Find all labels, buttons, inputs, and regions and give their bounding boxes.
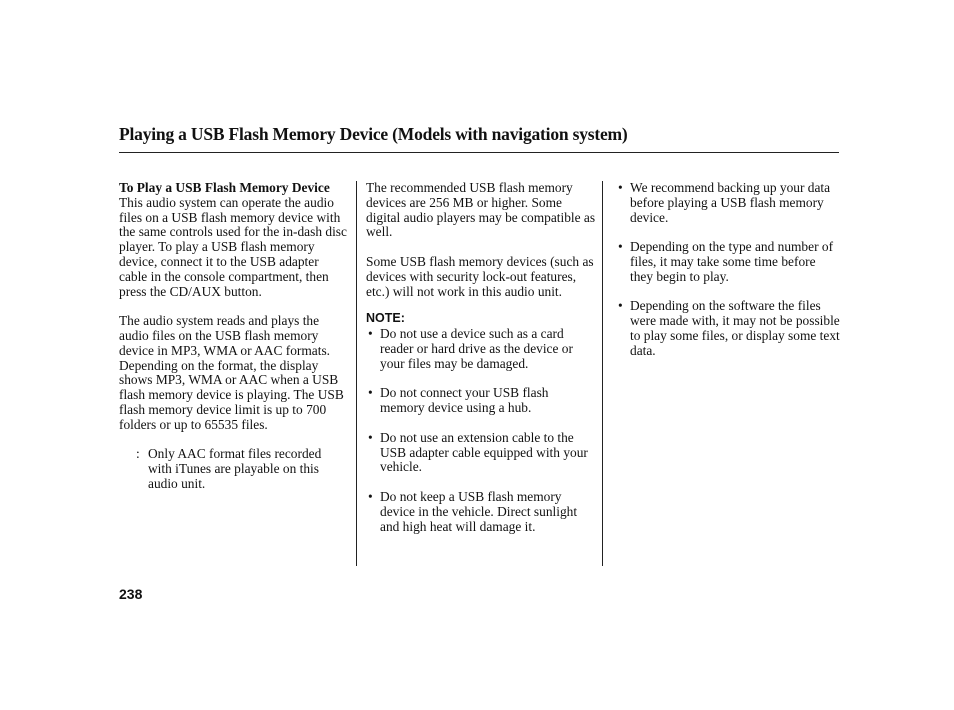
footnote-text: Only AAC format files recorded with iTunes are playable on this audio unit. [148, 446, 322, 491]
note-label: NOTE: [366, 311, 405, 326]
incompatible-devices-paragraph: Some USB flash memory devices (such as devices with security lock-out features, etc.) will not work in this audio unit. [366, 253, 594, 299]
page-number: 238 [119, 586, 143, 602]
tip-item-text: Depending on the type and number of files, it may take some time before they begin to play. [630, 239, 834, 284]
section-heading: To Play a USB Flash Memory Device [119, 180, 330, 195]
page-title: Playing a USB Flash Memory Device (Models with navigation system) [119, 124, 628, 144]
footnote-mark: : [136, 446, 140, 462]
formats-paragraph: The audio system reads and plays the audio files on the USB flash memory device in MP3, WMA or AAC formats. Depending on the format, the display shows MP3, WMA or AAC when a USB flash memory device is playing. The USB flash memory device limit is up to 700 folders or up to 65535 files. [119, 313, 344, 432]
note-item [366, 431, 596, 475]
intro-paragraph: This audio system can operate the audio files on a USB flash memory device with the same controls used for the in-dash disc player. To play a USB flash memory device, connect it to the USB adapter cable in the console compartment, then press the CD/AUX button. [119, 194, 347, 299]
bullet-icon: • [618, 239, 623, 255]
tip-item [616, 299, 840, 358]
recommended-devices-paragraph: The recommended USB flash memory devices are 256 MB or higher. Some digital audio players may be compatible as well. [366, 180, 596, 240]
bullet-icon: • [368, 429, 373, 445]
note-item-text: Do not keep a USB flash memory device in the vehicle. Direct sunlight and high heat will damage it. [380, 488, 578, 534]
note-item [366, 327, 596, 371]
note-item-text: Do not connect your USB flash memory device using a hub. [380, 385, 549, 416]
tip-item [616, 181, 840, 225]
bullet-icon: • [368, 488, 373, 504]
column-left [119, 181, 347, 492]
column-middle [366, 181, 596, 534]
bullet-icon: • [368, 385, 373, 401]
bullet-icon: • [618, 298, 623, 314]
note-item [366, 386, 596, 416]
note-item [366, 490, 596, 534]
column-divider-2 [602, 181, 603, 566]
tip-item [616, 240, 840, 284]
note-item-text: Do not use a device such as a card reader or hard drive as the device or your files may be damaged. [380, 326, 573, 371]
aac-footnote [119, 447, 347, 491]
note-item-text: Do not use an extension cable to the USB adapter cable equipped with your vehicle. [380, 429, 588, 475]
title-divider [119, 152, 839, 153]
bullet-icon: • [368, 326, 373, 342]
bullet-icon: • [618, 180, 623, 195]
tip-item-text: Depending on the software the files were made with, it may not be possible to play some files, or display some text data. [630, 298, 840, 358]
column-divider-1 [356, 181, 357, 566]
tip-item-text: We recommend backing up your data before playing a USB flash memory device. [630, 180, 831, 225]
column-right [616, 181, 840, 359]
